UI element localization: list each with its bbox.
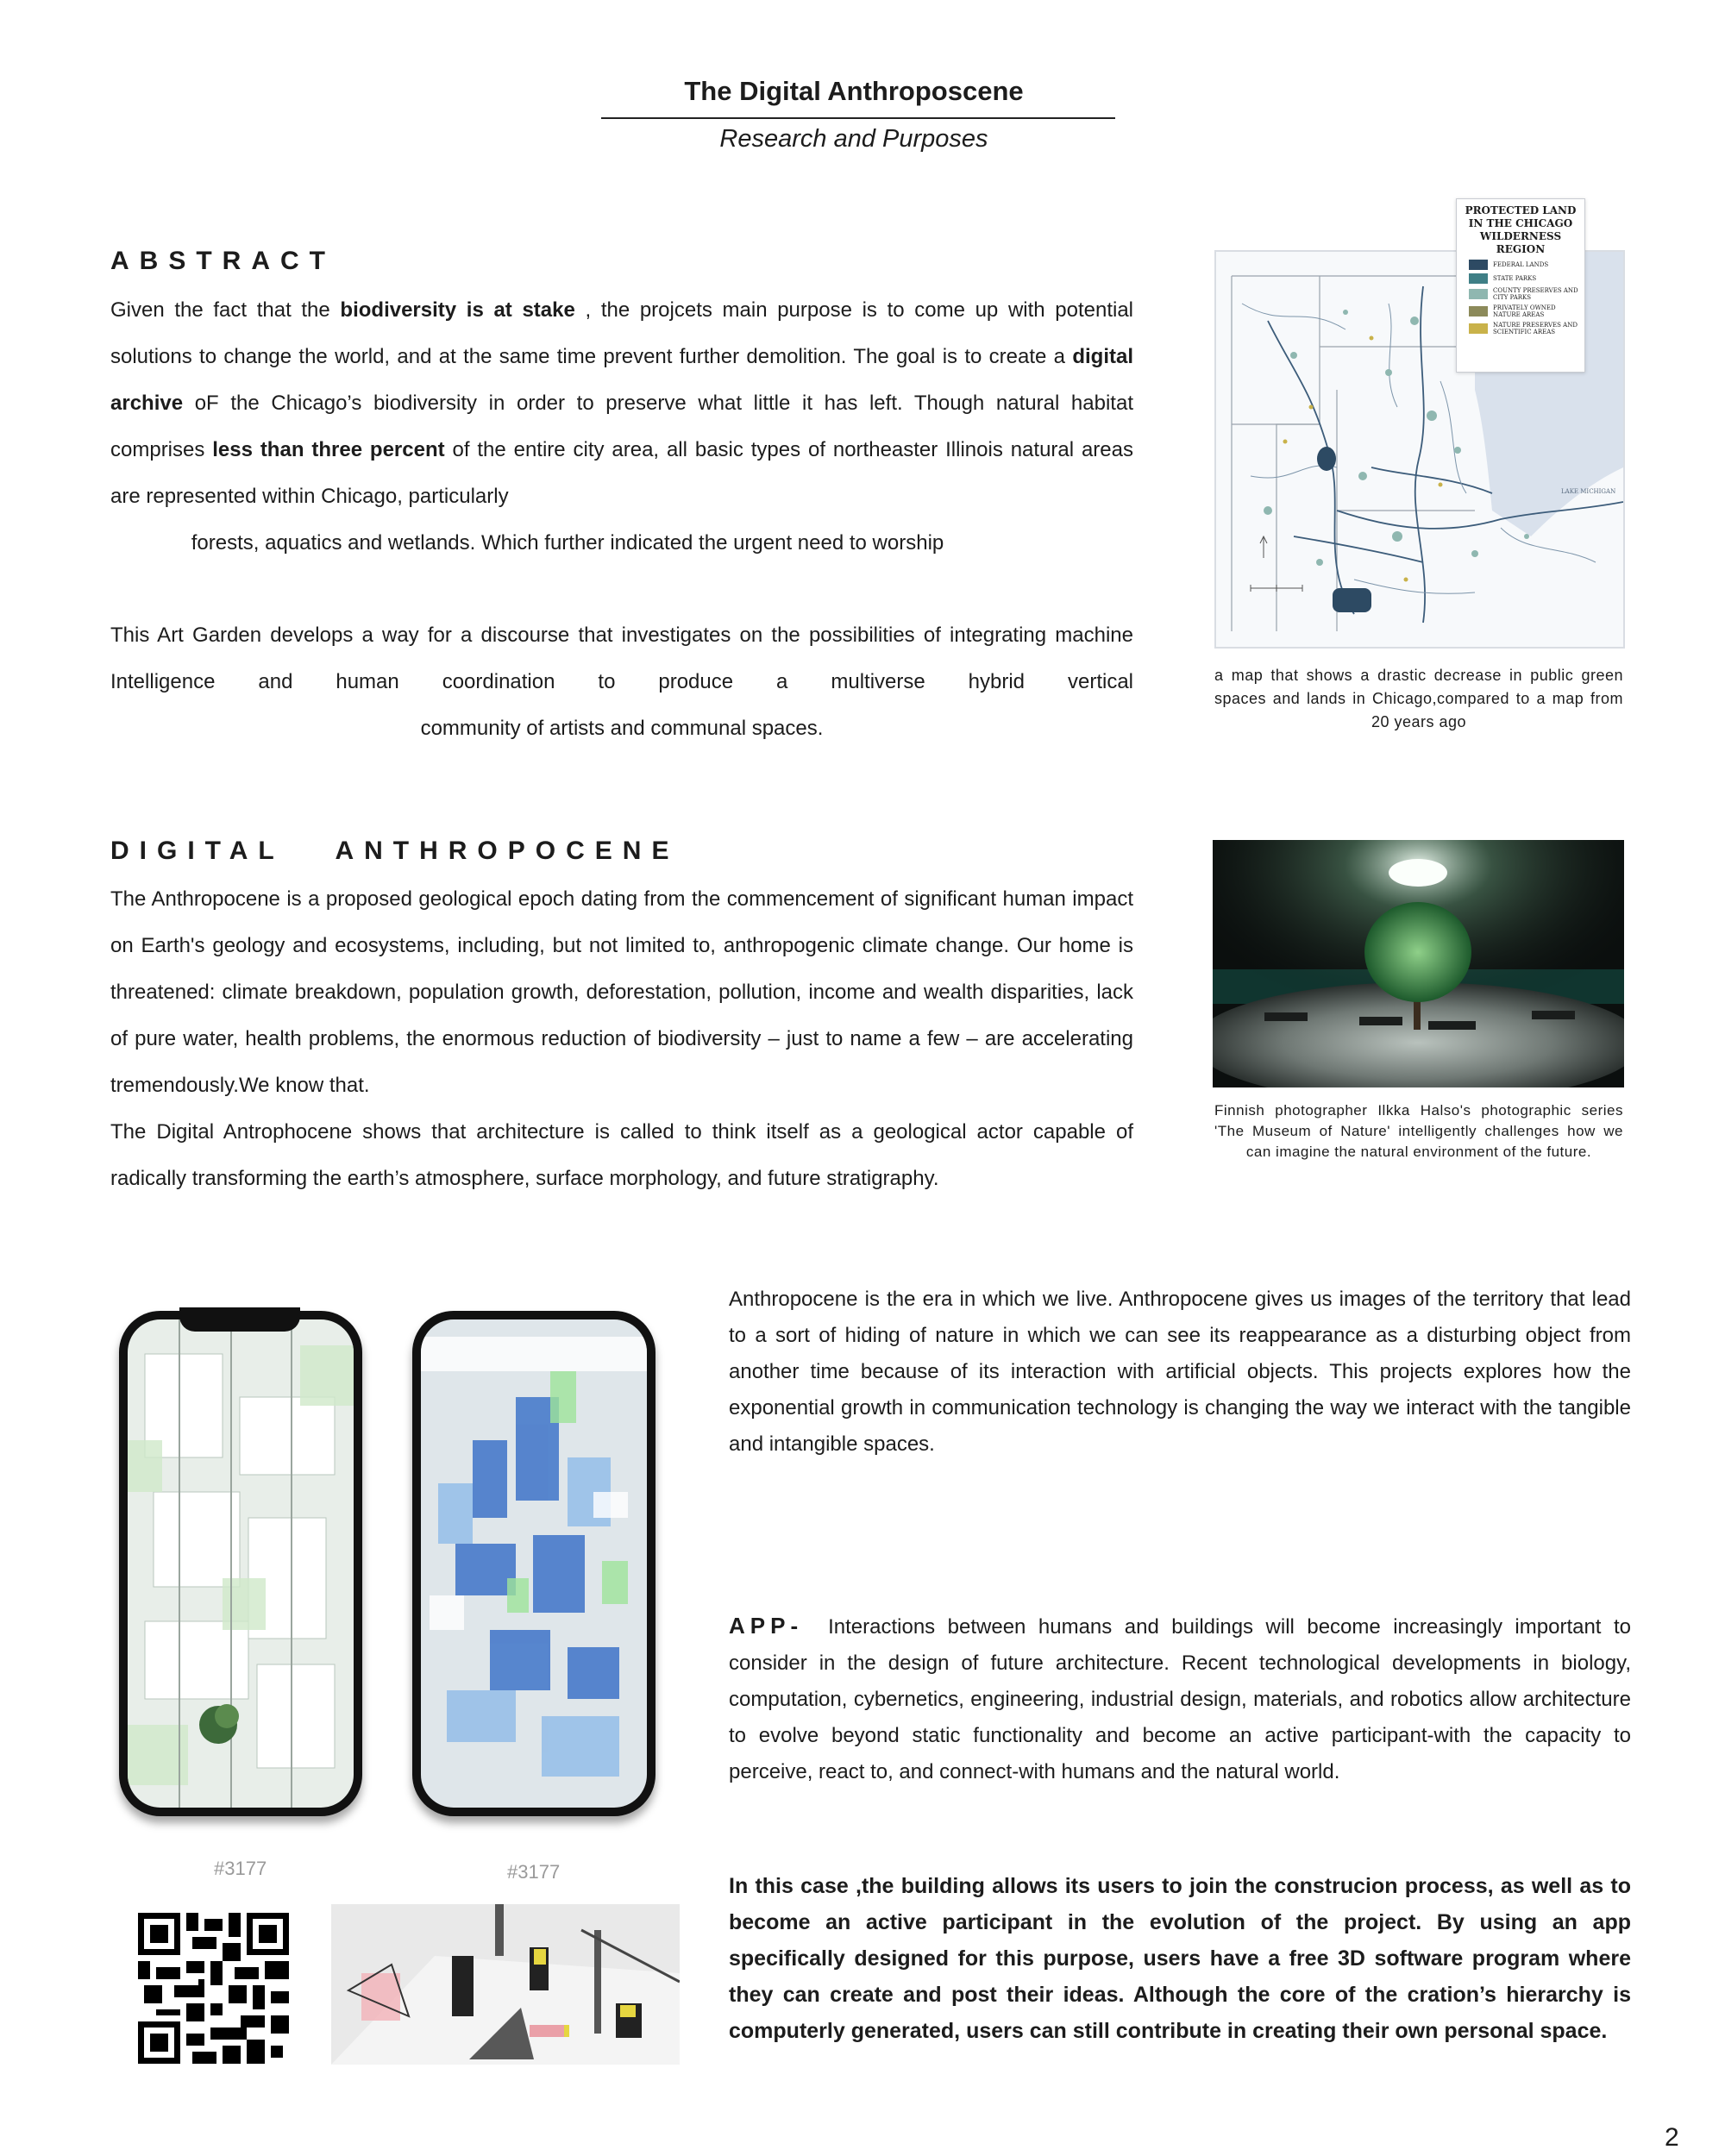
qr-code[interactable] bbox=[138, 1913, 289, 2064]
abstract-bold-phrase: less than three percent bbox=[212, 438, 445, 461]
abstract-text-run: of the entire city area, all basic types of northeaster Illinois natural areas are represented within Chicago, particularly bbox=[110, 438, 1133, 508]
map-legend bbox=[1456, 198, 1585, 373]
map-legend-item bbox=[1469, 273, 1584, 284]
legend-label: PRIVATELY OWNED NATURE AREAS bbox=[1493, 304, 1556, 318]
phone-1-screen bbox=[128, 1319, 354, 1808]
museum-of-nature-photo bbox=[1213, 840, 1624, 1087]
legend-swatch bbox=[1469, 306, 1488, 317]
page-number: 2 bbox=[1665, 2123, 1679, 2152]
legend-swatch bbox=[1469, 289, 1488, 299]
legend-swatch bbox=[1469, 260, 1488, 270]
phone-mockup-2 bbox=[412, 1311, 656, 1816]
lake-label: LAKE MICHIGAN bbox=[1561, 488, 1616, 495]
construction-render-drawing bbox=[331, 1904, 680, 2065]
abstract-paragraph-2-last-line: community of artists and communal spaces. bbox=[420, 717, 824, 740]
app-heading: APP- bbox=[729, 1613, 804, 1639]
app-paragraph bbox=[729, 1608, 1631, 1790]
phone-1-render bbox=[128, 1319, 354, 1808]
phone-1-notch bbox=[179, 1307, 300, 1332]
abstract-bold-phrase: digital archive bbox=[110, 345, 1133, 415]
legend-label: STATE PARKS bbox=[1493, 275, 1537, 282]
phone-1-label: #3177 bbox=[214, 1858, 267, 1879]
map-legend-item bbox=[1469, 322, 1584, 335]
legend-label: NATURE PRESERVES AND SCIENTIFIC AREAS bbox=[1493, 322, 1578, 335]
legend-label: COUNTY PRESERVES AND CITY PARKS bbox=[1493, 287, 1578, 301]
map-legend-title: PROTECTED LAND IN THE CHICAGO WILDERNESS REGION bbox=[1465, 204, 1577, 255]
abstract-bold-phrase: biodiversity is at stake bbox=[340, 298, 575, 322]
anthropocene-era-paragraph: Anthropocene is the era in which we live. Anthropocene gives us images of the territory that lead to a sort of hiding of nature in which we can see its reappearance as a disturbing object from another time because of its interaction with artificial objects. This projects explores how the exponential growth in communication technology is changing the way we interact with the tangible and intangible spaces. bbox=[729, 1288, 1631, 1456]
map-legend-item bbox=[1469, 260, 1584, 270]
app-bold-paragraph: In this case ,the building allows its users to join the construcion process, as well as to become an active participant in the evolution of the project. By using an app specifically designed for this purpose, users have a free 3D software program where they can create and post their ideas. Although the core of the cration’s hierarchy is computerly generated, users can still contribute in creating their own personal space. bbox=[729, 1874, 1631, 2043]
phone-mockup-1 bbox=[119, 1311, 362, 1816]
phone-2-render bbox=[421, 1319, 647, 1808]
photo-caption: Finnish photographer Ilkka Halso's photographic series 'The Museum of Nature' intelligently challenges how we can imagine the natural environment of the future. bbox=[1214, 1102, 1623, 1160]
digital-anthropocene-paragraph-2: The Digital Antrophocene shows that architecture is called to think itself as a geological actor capable of radically transforming the earth’s atmosphere, surface morphology, and future stratigraphy. bbox=[110, 1120, 1133, 1190]
abstract-paragraph-2: This Art Garden develops a way for a discourse that investigates on the possibilities of integrating machine Intelligence and human coordination to produce a multiverse hybrid vertical bbox=[110, 624, 1133, 693]
app-text: Interactions between humans and buildings will become increasingly important to consider in the design of future architecture. Recent technological developments in biology, computation, cybernetics, engineering, industrial design, materials, and robotics allow architecture to evolve beyond static functionality and become an active participant-with the capacity to perceive, react to, and connect-with humans and the natural world. bbox=[729, 1615, 1631, 1783]
abstract-paragraph-1-last-line: forests, aquatics and wetlands. Which further indicated the urgent need to worship bbox=[191, 531, 944, 555]
digital-anthropocene-heading: DIGITAL ANTHROPOCENE bbox=[110, 837, 680, 865]
abstract-text-run: Given the fact that the bbox=[110, 298, 341, 322]
abstract-heading: ABSTRACT bbox=[110, 247, 336, 275]
abstract-text-run: , the projcets main purpose is to come up with potential solutions to change the world, and at the same time prevent further demolition. The goal is to create a bbox=[110, 298, 1134, 368]
map-caption: a map that shows a drastic decrease in public green spaces and lands in Chicago,compared to a map from 20 years ago bbox=[1214, 667, 1623, 730]
title-divider bbox=[601, 117, 1115, 119]
construction-render-image bbox=[331, 1904, 680, 2065]
digital-anthropocene-paragraph-1: The Anthropocene is a proposed geological epoch dating from the commencement of significant human impact on Earth's geology and ecosystems, including, but not limited to, anthropogenic climate change. Our home is threatened: climate breakdown, population growth, deforestation, pollution, income and wealth disparities, lack of pure water, health problems, the enormous reduction of biodiversity – just to name a few – are accelerating tremendously.We know that. bbox=[110, 887, 1133, 1097]
phone-2-screen bbox=[421, 1319, 647, 1808]
abstract-text-run: oF the Chicago’s biodiversity in order to preserve what little it has left. Though natural habitat comprises bbox=[110, 392, 1133, 461]
phone-2-label: #3177 bbox=[507, 1861, 561, 1883]
legend-label: FEDERAL LANDS bbox=[1493, 261, 1549, 268]
legend-swatch bbox=[1469, 323, 1488, 334]
legend-swatch bbox=[1469, 273, 1488, 284]
map-legend-item bbox=[1469, 287, 1584, 301]
abstract-paragraph-1 bbox=[110, 287, 1133, 520]
page-title: The Digital Anthroposcene bbox=[684, 76, 1024, 106]
qr-code-graphic bbox=[138, 1913, 289, 2064]
map-legend-item bbox=[1469, 304, 1584, 318]
photo-drawing bbox=[1213, 840, 1624, 1087]
page-subtitle: Research and Purposes bbox=[719, 125, 988, 153]
